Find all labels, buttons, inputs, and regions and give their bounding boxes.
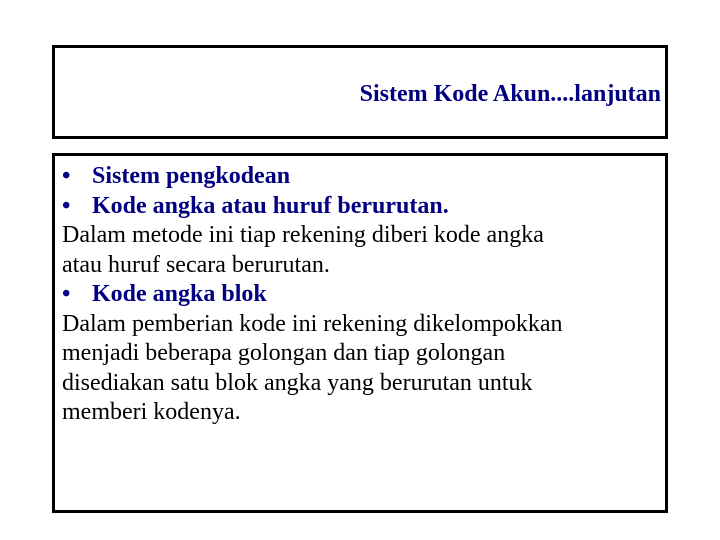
bullet-marker: • bbox=[62, 281, 71, 307]
bullet-item bbox=[62, 162, 662, 192]
content-body bbox=[62, 162, 662, 428]
paragraph-line: atau huruf secara berurutan. bbox=[62, 251, 330, 278]
bullet-text: Sistem pengkodean bbox=[92, 163, 291, 189]
paragraph-line: Dalam metode ini tiap rekening diberi kode angka bbox=[62, 222, 544, 248]
content-box bbox=[52, 153, 668, 513]
paragraph-line: Dalam pemberian kode ini rekening dikelompokkan bbox=[62, 310, 563, 337]
paragraph-line: memberi kodenya. bbox=[62, 399, 241, 425]
paragraph-line: menjadi beberapa golongan dan tiap golongan bbox=[62, 340, 506, 366]
title-box bbox=[52, 45, 668, 139]
bullet-text: Kode angka blok bbox=[92, 281, 267, 307]
bullet-marker: • bbox=[62, 192, 71, 219]
bullet-text: Kode angka atau huruf berurutan. bbox=[92, 192, 449, 219]
bullet-item bbox=[62, 192, 662, 222]
paragraph-line: disediakan satu blok angka yang berurutan untuk bbox=[62, 369, 533, 396]
slide-title: Sistem Kode Akun....lanjutan bbox=[359, 81, 661, 107]
bullet-marker: • bbox=[62, 163, 71, 189]
bullet-item bbox=[62, 280, 662, 310]
